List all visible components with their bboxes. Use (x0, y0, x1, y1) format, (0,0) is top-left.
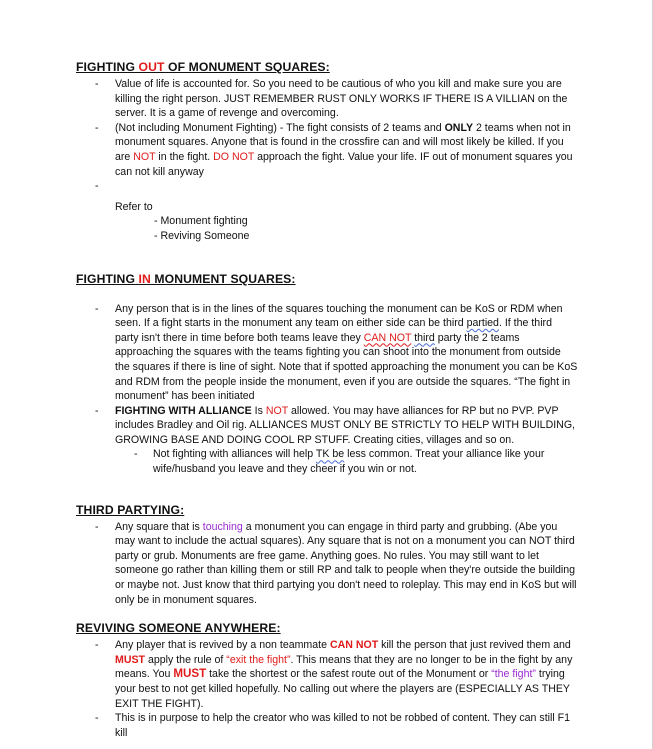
sub-list (115, 447, 578, 476)
list-item: - Value of life is accounted for. So you need to be cautious of who you kill and make sure you are killing the right person. JUST REMEMBER RUST ONLY WORKS IF THERE IS A VILLIAN on the server. It is a game of revenge and overcoming. (76, 77, 578, 121)
refer-item: - Reviving Someone (154, 229, 250, 242)
refer-label: Refer to (115, 200, 153, 213)
list-item: - This is in purpose to help the creator who was killed to not be robbed of content. They can still F1 kill (76, 711, 578, 740)
sub-list-item: - Not fighting with alliances will help TK be less common. Treat your alliance like your wife/husband you leave and they cheer if you win or not. (115, 447, 578, 476)
list-item: - Any player that is revived by a non teammate CAN NOT kill the person that just revived them and MUST apply the rule of “exit the fight”. This means that they are no longer to be in the fight by any means. You MUST take the shortest or the safest route out of the Monument or “the fight” trying your best to not get killed hopefully. No calling out where the players are (ESPECIALLY AS THEY EXIT THE FIGHT). (76, 638, 578, 711)
heading-fighting-in: FIGHTING IN MONUMENT SQUARES: (76, 271, 296, 286)
list-fighting-in (76, 302, 578, 477)
heading-fighting-out: FIGHTING OUT OF MONUMENT SQUARES: (76, 60, 330, 74)
list-item-empty (76, 179, 578, 194)
list-item: - (Not including Monument Fighting) - The fight consists of 2 teams and ONLY 2 teams when not in monument squares. Anyone that is found in the crossfire can and will most likely be killed. If you are NOT in the fight. DO NOT approach the fight. Value your life. IF out of monument squares you can not kill anyway (76, 121, 578, 179)
list-fighting-out (76, 77, 578, 194)
heading-third-partying: THIRD PARTYING: (76, 502, 185, 517)
document-body (76, 60, 578, 740)
list-item: - FIGHTING WITH ALLIANCE Is NOT allowed. You may have alliances for RP but no PVP. PVP includes Bradley and Oil rig. ALLIANCES MUST ONLY BE STRICTLY TO HELP WITH BUILDING, GROWING BASE AND DOING COOL RP STUFF. Creating cities, villages and so on. - Not fighting with alliances will help TK be less common. Treat your alliance like your wife/husband you leave and they cheer if you win or not. (76, 404, 578, 477)
list-reviving (76, 638, 578, 740)
list-item: - Any square that is touching a monument you can engage in third party and grubbing. (Abe you may want to include the actual squares). Any square that is not on a monument you can NOT third party or grub. Monuments are free game. Anything goes. No rules. You may still want to let someone go rather than killing them or still RP and talk to people when they're outside the building or maybe not. Just know that third partying you don't need to roleplay. This may end in KoS but will only be in monument squares. (76, 520, 578, 608)
list-third-partying (76, 520, 578, 608)
refer-item: - Monument fighting (154, 215, 248, 228)
list-item: - Any person that is in the lines of the squares touching the monument can be KoS or RDM when seen. If a fight starts in the monument any team on either side can be third partied. If the third party isn't there in time before both teams leave they CAN NOT third party the 2 teams approaching the squares with the teams fighting you can shoot into the monument from outside the squares if there is line of sight. Note that if spotted approaching the monument you can be KoS and RDM from the people inside the monument, even if you are outside the squares. “The fight in monument” has been initiated (76, 302, 578, 404)
heading-reviving: REVIVING SOMEONE ANYWHERE: (76, 621, 281, 636)
